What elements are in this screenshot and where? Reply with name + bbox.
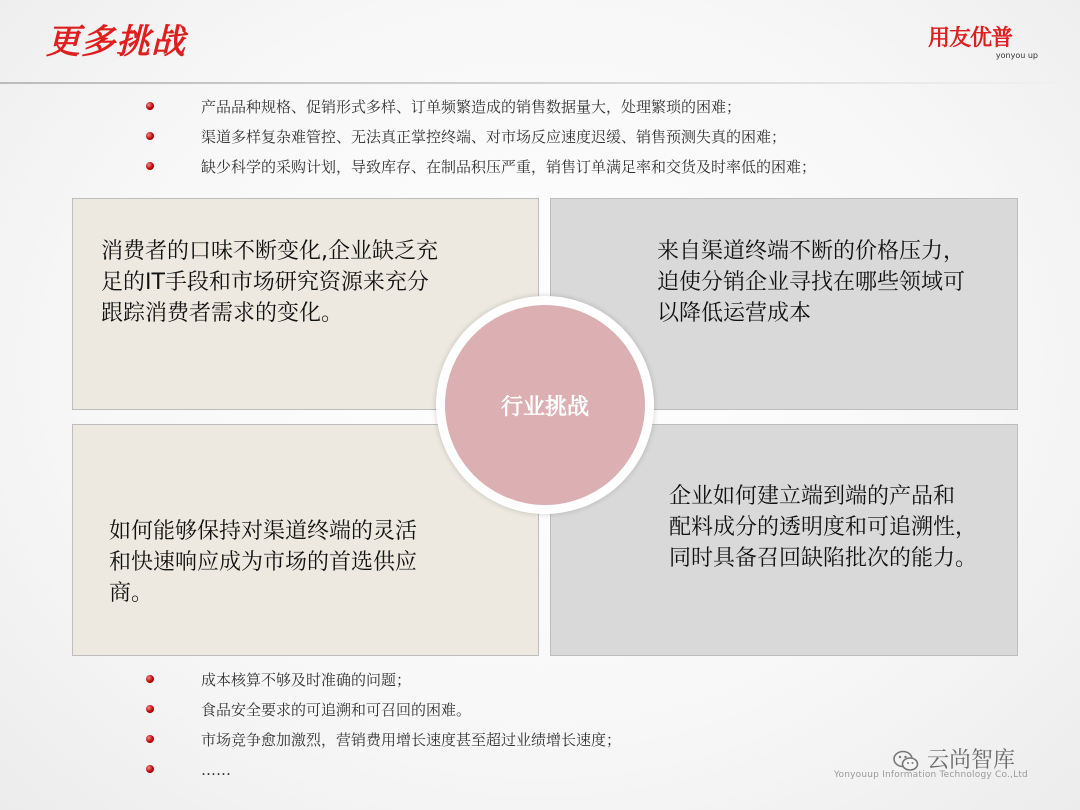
- quadrant-text: [109, 516, 509, 609]
- bullet-dot-icon: [146, 675, 154, 683]
- quadrant-line: 消费者的口味不断变化,企业缺乏充: [101, 239, 438, 264]
- bullet-item: [145, 725, 621, 755]
- bullet-dot-icon: [146, 735, 154, 743]
- bullet-dot-icon: [146, 102, 154, 110]
- logo-sub-text: yonyou up: [995, 51, 1038, 60]
- top-bullet-list: [145, 92, 816, 182]
- center-circle-inner: [445, 305, 645, 505]
- bullet-item: [145, 122, 816, 152]
- bullet-item: [145, 665, 621, 695]
- wechat-icon: [893, 750, 919, 772]
- watermark-text: 云尚智库: [927, 748, 1016, 773]
- bullet-dot-icon: [146, 132, 154, 140]
- quadrant-line: 同时具备召回缺陷批次的能力。: [669, 546, 978, 571]
- bullet-text: 成本核算不够及时准确的问题；: [201, 671, 412, 689]
- quadrant-line: 以降低运营成本: [657, 301, 812, 326]
- center-circle: [436, 296, 654, 514]
- bullet-item: [145, 695, 621, 725]
- bullet-text: 产品品种规格、促销形式多样、订单频繁造成的销售数据量大，处理繁琐的困难；: [201, 98, 742, 116]
- bullet-dot-icon: [146, 705, 154, 713]
- bullet-text: 食品安全要求的可追溯和可召回的困难。: [201, 701, 472, 719]
- quadrant-line: 和快速响应成为市场的首选供应: [109, 550, 418, 575]
- quadrant-line: 足的IT手段和市场研究资源来充分: [101, 270, 429, 295]
- quadrant-text: [101, 236, 521, 329]
- logo-main-text: 用友优普: [928, 26, 1013, 51]
- quadrant-line: 跟踪消费者需求的变化。: [101, 301, 344, 326]
- bullet-dot-icon: [146, 162, 154, 170]
- bullet-item: [145, 755, 621, 785]
- quadrant-line: 如何能够保持对渠道终端的灵活: [109, 519, 418, 544]
- quadrant-text: [669, 481, 1009, 574]
- center-label: 行业挑战: [500, 394, 589, 420]
- bullet-text: ……: [201, 761, 231, 779]
- bottom-bullet-list: [145, 665, 621, 785]
- quadrant-text: [657, 236, 1017, 329]
- bullet-item: [145, 92, 816, 122]
- bullet-text: 缺少科学的采购计划，导致库存、在制品积压严重，销售订单满足率和交货及时率低的困难；: [201, 158, 817, 176]
- bullet-text: 渠道多样复杂难管控、无法真正掌控终端、对市场反应速度迟缓、销售预测失真的困难；: [201, 128, 787, 146]
- quadrant-line: 商。: [109, 581, 154, 606]
- bullet-item: [145, 152, 816, 182]
- quadrant-line: 迫使分销企业寻找在哪些领域可: [657, 270, 966, 295]
- quadrant-line: 配料成分的透明度和可追溯性，: [669, 515, 978, 540]
- header-divider: [0, 82, 1080, 84]
- bullet-text: 市场竞争愈加激烈，营销费用增长速度甚至超过业绩增长速度；: [201, 731, 622, 749]
- page-title: 更多挑战: [46, 22, 186, 62]
- quadrant-line: 企业如何建立端到端的产品和: [669, 484, 956, 509]
- quadrant-line: 来自渠道终端不断的价格压力，: [657, 239, 966, 264]
- footer-company: Yonyouup Information Technology Co.,Ltd: [834, 770, 1028, 780]
- bullet-dot-icon: [146, 765, 154, 773]
- company-logo: [928, 26, 1048, 60]
